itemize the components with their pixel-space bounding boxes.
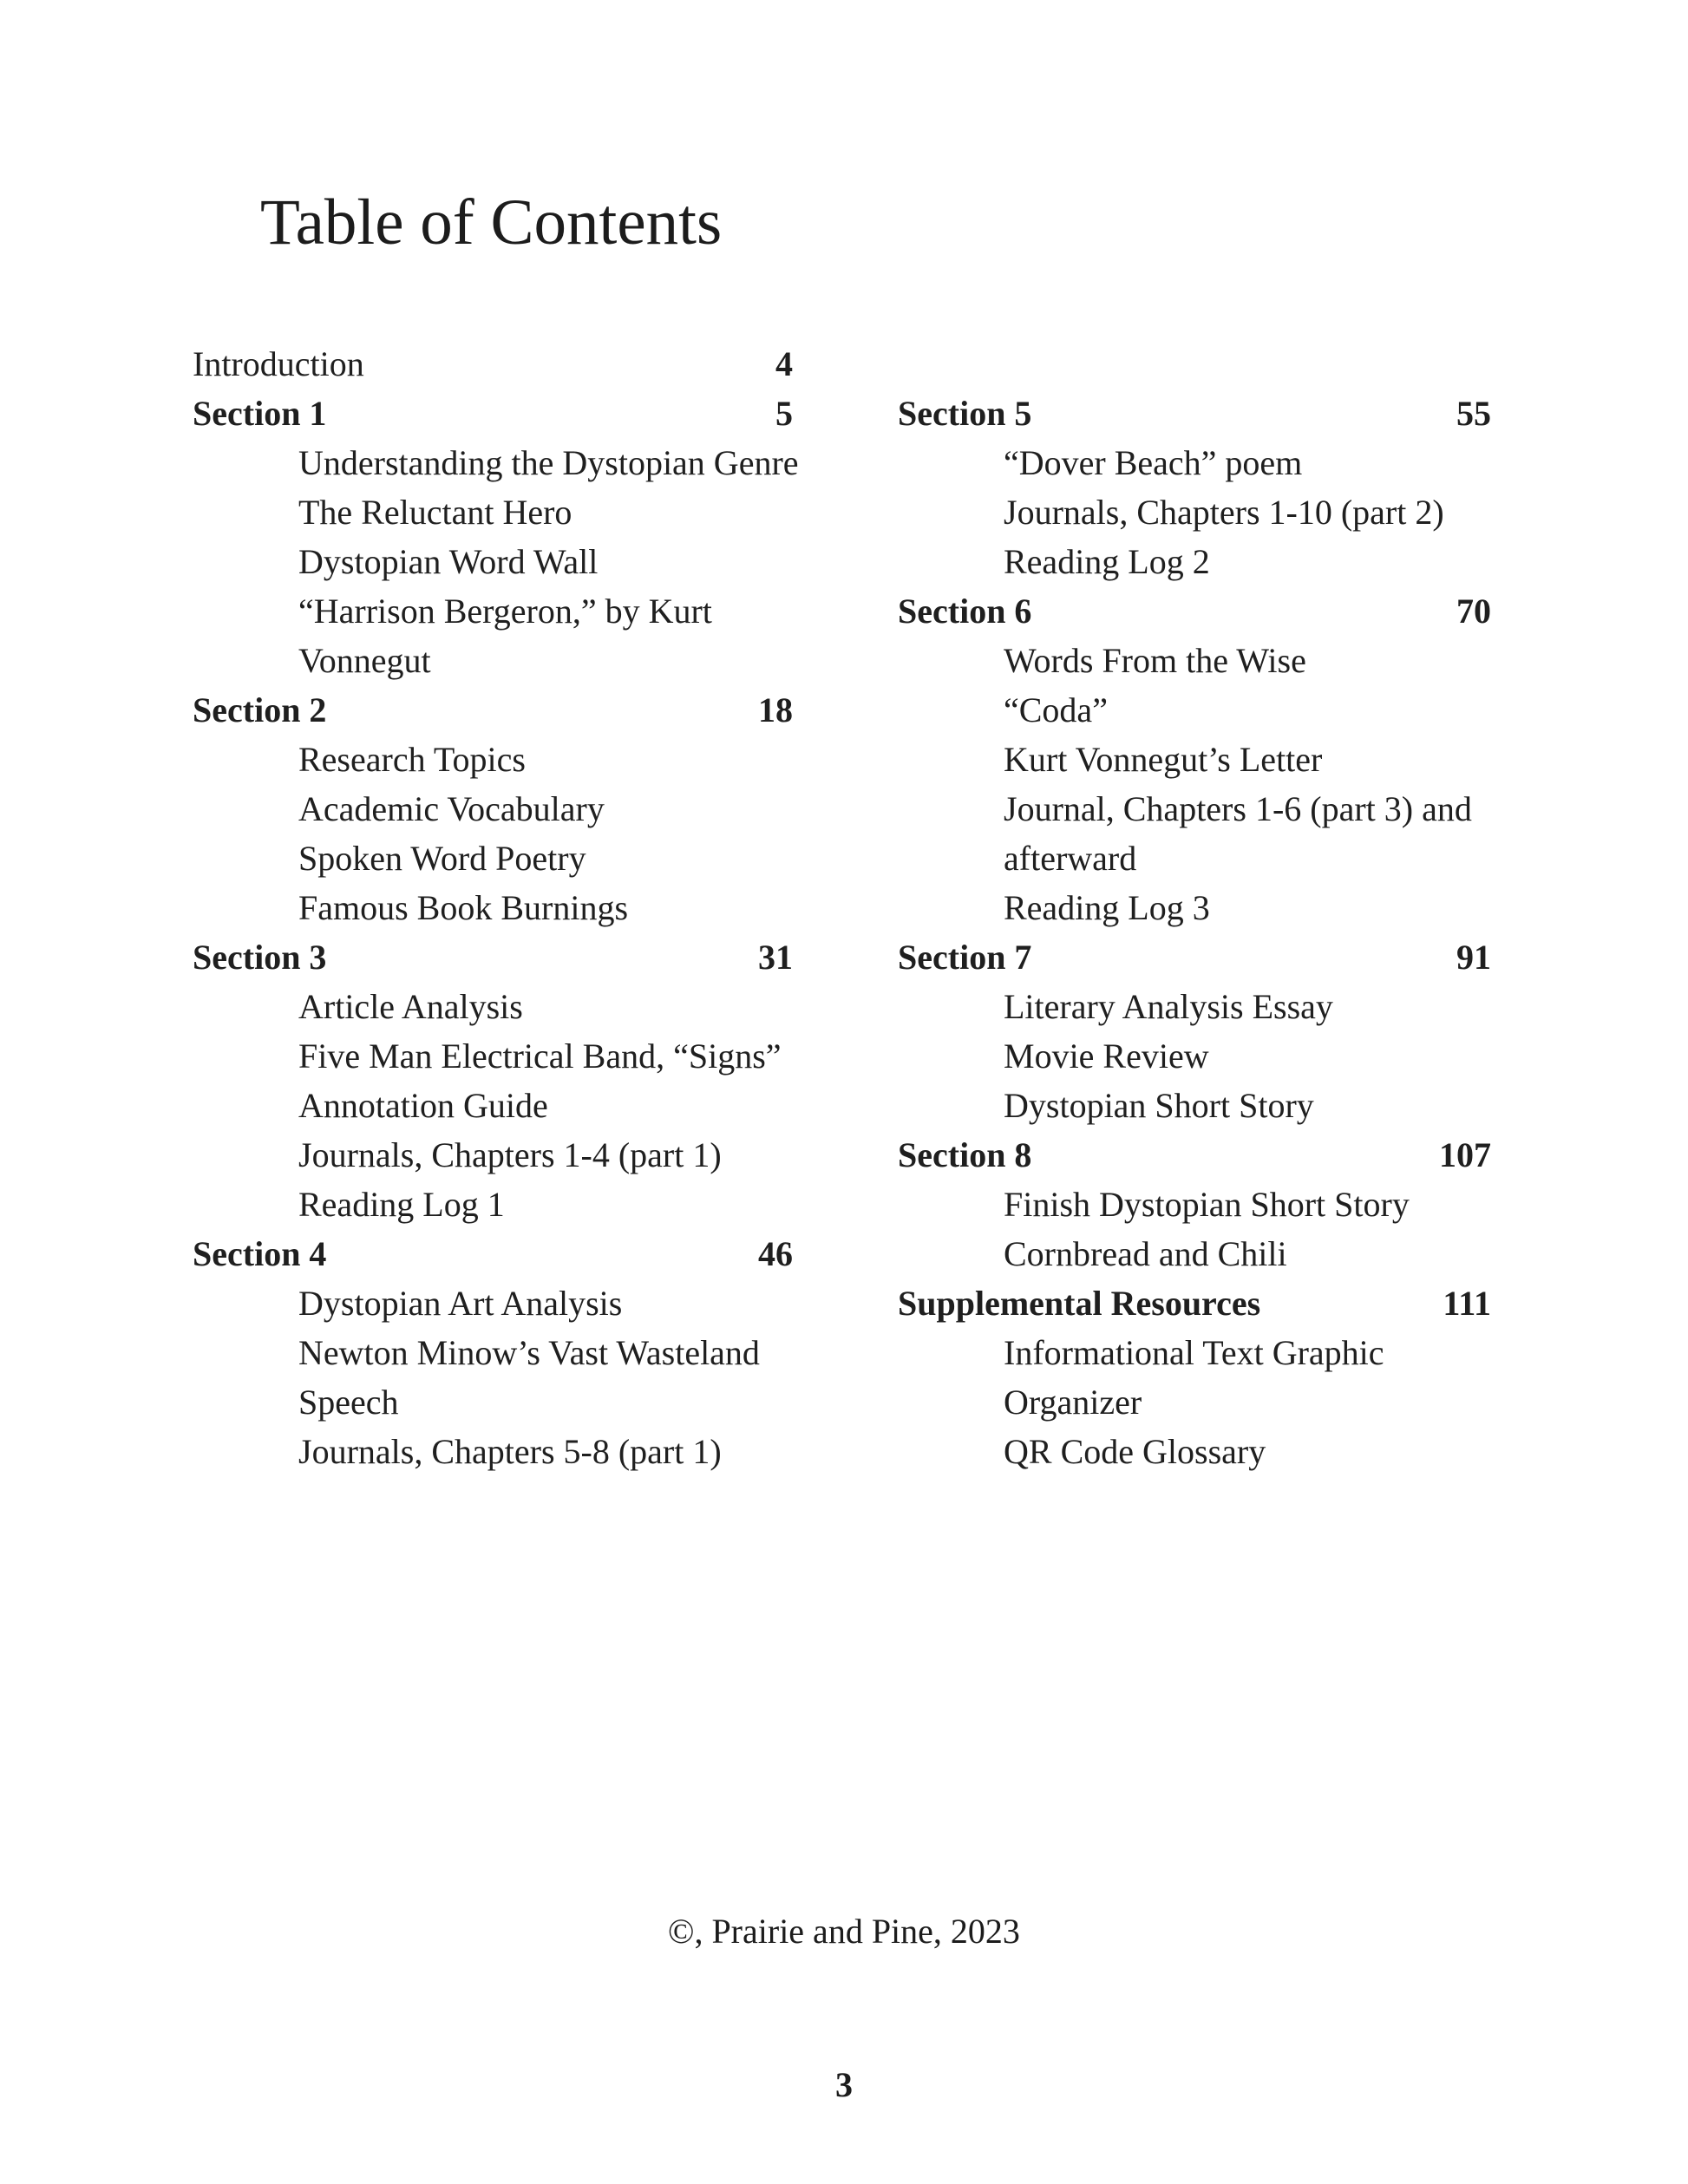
- toc-entry-page-number: 46: [758, 1234, 793, 1273]
- toc-section-row: [898, 1278, 1491, 1328]
- copyright-line: ©, Prairie and Pine, 2023: [668, 1912, 1020, 1951]
- toc-subentry-line: Spoken Word Poetry: [298, 839, 586, 878]
- toc-subentry-line: Dystopian Art Analysis: [298, 1284, 623, 1323]
- toc-entry-page-number: 107: [1439, 1135, 1491, 1174]
- toc-subentry-line: Dystopian Word Wall: [298, 542, 599, 581]
- toc-section-row: [193, 685, 793, 735]
- toc-column-left: [193, 339, 799, 1476]
- toc-subentry-line: “Dover Beach” poem: [1004, 443, 1303, 482]
- toc-entry-page-number: 91: [1456, 938, 1491, 977]
- toc-subentry-line: The Reluctant Hero: [298, 493, 572, 532]
- toc-subentry-line: Journals, Chapters 1-10 (part 2): [1004, 493, 1444, 532]
- toc-entry-label: Section 5: [898, 394, 1032, 433]
- toc-subentry-line: Organizer: [1004, 1383, 1142, 1422]
- toc-subentry-line: Journal, Chapters 1-6 (part 3) and: [1004, 789, 1472, 828]
- toc-subentry-line: Academic Vocabulary: [298, 789, 605, 828]
- toc-subentry-line: Journals, Chapters 5-8 (part 1): [298, 1432, 722, 1471]
- toc-subentry-line: Cornbread and Chili: [1004, 1234, 1287, 1273]
- toc-entry-page-number: 55: [1456, 394, 1491, 433]
- toc-subentry-line: Vonnegut: [298, 641, 431, 680]
- toc-entry-page-number: 111: [1443, 1284, 1491, 1323]
- toc-column-right: [898, 389, 1491, 1476]
- toc-entry-page-number: 70: [1456, 592, 1491, 631]
- toc-section-row: [193, 932, 793, 982]
- toc-subentry-line: Dystopian Short Story: [1004, 1086, 1314, 1125]
- toc-subentry-line: Speech: [298, 1383, 399, 1422]
- toc-entry-label: Section 3: [193, 938, 327, 977]
- toc-entry-label: Section 7: [898, 938, 1032, 977]
- toc-subentry-line: Reading Log 2: [1004, 542, 1210, 581]
- toc-subentry-line: QR Code Glossary: [1004, 1432, 1266, 1471]
- toc-subentry-line: Research Topics: [298, 740, 526, 779]
- toc-section-row: [193, 389, 793, 438]
- toc-entry-row: [193, 339, 793, 389]
- toc-section-row: [898, 586, 1491, 636]
- toc-entry-label: Section 1: [193, 394, 327, 433]
- page-title: Table of Contents: [260, 186, 723, 258]
- toc-subentry-line: Literary Analysis Essay: [1004, 987, 1333, 1026]
- toc-section-row: [898, 932, 1491, 982]
- toc-entry-label: Section 2: [193, 690, 327, 729]
- page-number: 3: [835, 2065, 853, 2104]
- toc-entry-page-number: 4: [775, 344, 793, 383]
- toc-subentry-line: Five Man Electrical Band, “Signs”: [298, 1036, 782, 1076]
- toc-subentry-line: afterward: [1004, 839, 1137, 878]
- toc-subentry-line: “Harrison Bergeron,” by Kurt: [298, 592, 712, 631]
- toc-subentry-line: Reading Log 3: [1004, 888, 1210, 927]
- toc-section-row: [898, 1130, 1491, 1180]
- toc-section-row: [898, 389, 1491, 438]
- toc-entry-label: Section 4: [193, 1234, 327, 1273]
- toc-section-row: [193, 1229, 793, 1278]
- toc-subentry-line: Informational Text Graphic: [1004, 1333, 1384, 1372]
- toc-subentry-line: “Coda”: [1004, 690, 1108, 729]
- toc-subentry-line: Annotation Guide: [298, 1086, 548, 1125]
- toc-subentry-line: Article Analysis: [298, 987, 523, 1026]
- toc-entry-page-number: 5: [775, 394, 793, 433]
- toc-subentry-line: Journals, Chapters 1-4 (part 1): [298, 1135, 722, 1174]
- toc-subentry-line: Words From the Wise: [1004, 641, 1306, 680]
- toc-entry-label: Section 8: [898, 1135, 1032, 1174]
- toc-subentry-line: Finish Dystopian Short Story: [1004, 1185, 1410, 1224]
- toc-subentry-line: Movie Review: [1004, 1036, 1209, 1076]
- toc-subentry-line: Newton Minow’s Vast Wasteland: [298, 1333, 760, 1372]
- toc-entry-page-number: 18: [758, 690, 793, 729]
- toc-entry-page-number: 31: [758, 938, 793, 977]
- toc-entry-label: Introduction: [193, 344, 364, 383]
- toc-subentry-line: Reading Log 1: [298, 1185, 505, 1224]
- toc-subentry-line: Famous Book Burnings: [298, 888, 629, 927]
- toc-entry-label: Section 6: [898, 592, 1032, 631]
- toc-subentry-line: Kurt Vonnegut’s Letter: [1004, 740, 1323, 779]
- toc-entry-label: Supplemental Resources: [898, 1284, 1261, 1323]
- toc-subentry-line: Understanding the Dystopian Genre: [298, 443, 799, 482]
